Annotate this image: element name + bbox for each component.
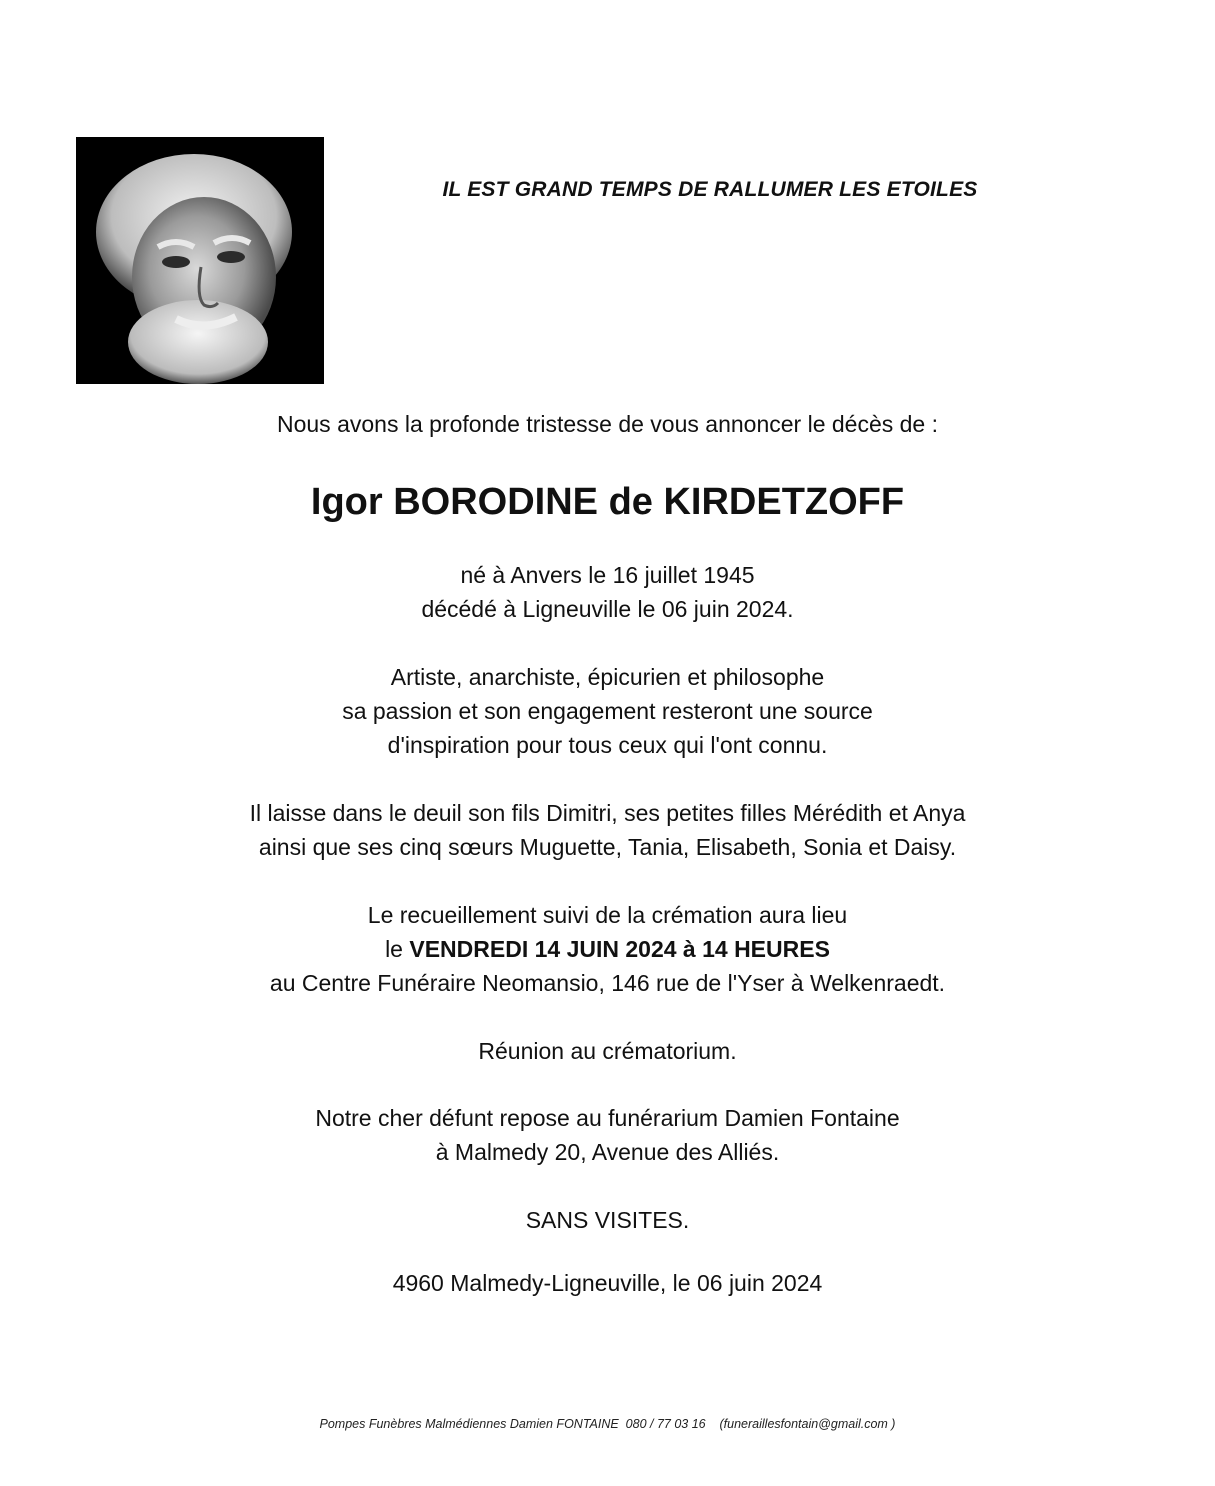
deceased-name: Igor BORODINE de KIRDETZOFF bbox=[310, 481, 905, 523]
announcement-text: Nous avons la profonde tristesse de vous annoncer le décès de : bbox=[276, 411, 938, 437]
portrait-photo bbox=[76, 137, 324, 384]
ceremony-line-2 bbox=[0, 932, 1215, 966]
footer bbox=[0, 1417, 1215, 1431]
family-line: ainsi que ses cinq sœurs Muguette, Tania, Elisabeth, Sonia et Daisy. bbox=[258, 834, 957, 860]
ceremony-line-3: au Centre Funéraire Neomansio, 146 rue de l'Yser à Welkenraedt. bbox=[269, 970, 946, 996]
repose-line: Notre cher défunt repose au funérarium Damien Fontaine bbox=[315, 1105, 900, 1131]
ceremony-datetime: VENDREDI 14 JUIN 2024 à 14 HEURES bbox=[409, 936, 830, 962]
bio-line: d'inspiration pour tous ceux qui l'ont connu. bbox=[387, 732, 828, 758]
family-block bbox=[0, 796, 1215, 864]
birth-line: né à Anvers le 16 juillet 1945 bbox=[460, 562, 755, 588]
repose-block bbox=[0, 1101, 1215, 1169]
bio-line: sa passion et son engagement resteront une source bbox=[342, 698, 873, 724]
meeting-text: Réunion au crématorium. bbox=[478, 1038, 737, 1064]
footer-phone: 080 / 77 03 16 bbox=[625, 1417, 706, 1431]
ceremony-line-1: Le recueillement suivi de la crémation aura lieu bbox=[367, 902, 848, 928]
no-visits-text: SANS VISITES. bbox=[525, 1207, 690, 1233]
footer-company: Pompes Funèbres Malmédiennes Damien FONTAINE bbox=[319, 1417, 619, 1431]
family-line: Il laisse dans le deuil son fils Dimitri, ses petites filles Mérédith et Anya bbox=[249, 800, 966, 826]
bio-line: Artiste, anarchiste, épicurien et philosophe bbox=[390, 664, 825, 690]
ceremony-block bbox=[0, 898, 1215, 1000]
portrait-icon bbox=[76, 137, 324, 384]
footer-email: (funeraillesfontain@gmail.com ) bbox=[719, 1417, 896, 1431]
bio-block bbox=[0, 660, 1215, 762]
repose-line: à Malmedy 20, Avenue des Alliés. bbox=[435, 1139, 780, 1165]
place-date-text: 4960 Malmedy-Ligneuville, le 06 juin 2024 bbox=[392, 1270, 823, 1296]
death-line: décédé à Ligneuville le 06 juin 2024. bbox=[421, 596, 794, 622]
dates-block bbox=[0, 558, 1215, 626]
motto-heading: IL EST GRAND TEMPS DE RALLUMER LES ETOILES bbox=[442, 178, 978, 201]
ceremony-prefix: le bbox=[385, 936, 410, 962]
